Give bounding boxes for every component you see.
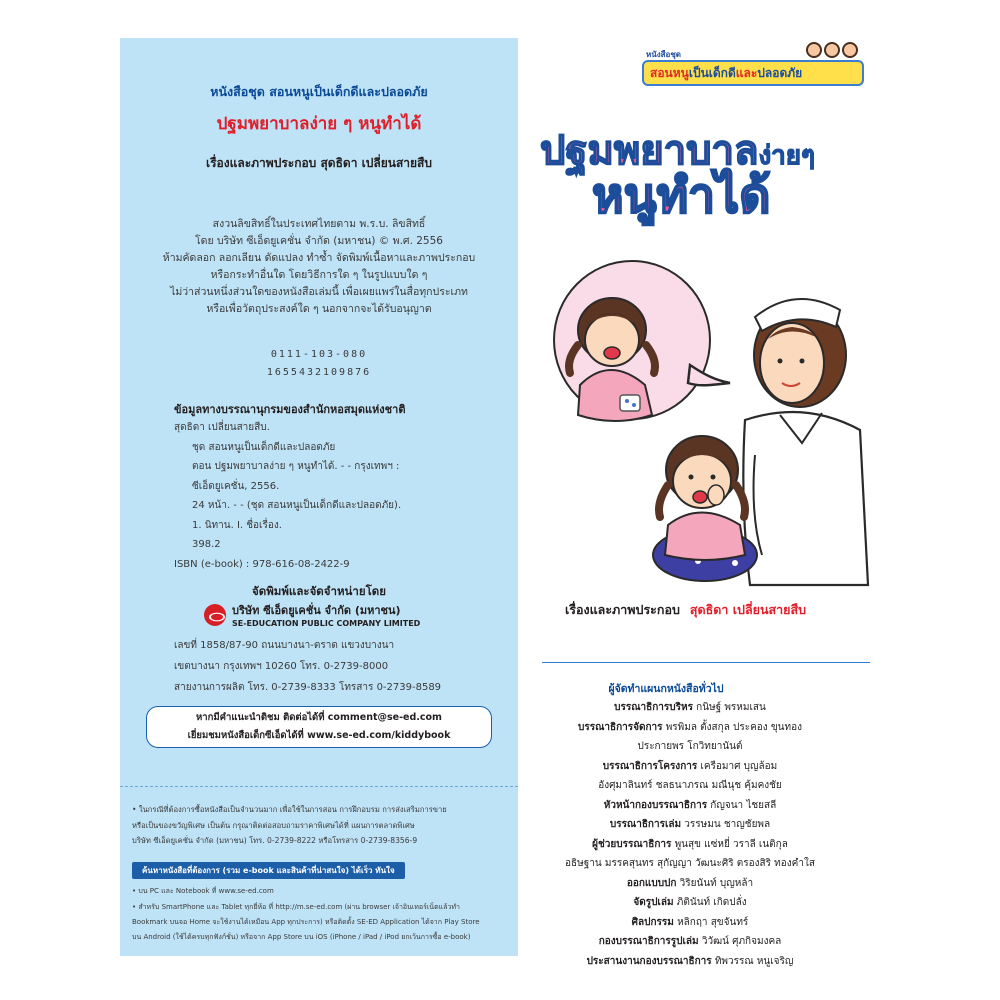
code-number: 1655432109876 xyxy=(266,367,372,378)
bulk-order-note xyxy=(132,802,512,849)
dashed-divider xyxy=(120,786,518,787)
bullet-pc: • บน PC และ Notebook ที่ www.se-ed.com xyxy=(132,887,274,895)
staff-heading: ผู้จัดทำแผนกหนังสือทั่วไป xyxy=(608,683,724,695)
contact-box xyxy=(146,706,492,748)
cip-line: 1. นิทาน. I. ชื่อเรื่อง. xyxy=(192,519,282,531)
nurse-icon xyxy=(743,299,868,585)
cip-line: สุดธิดา เปลี่ยนสายสืบ. xyxy=(174,422,270,433)
series-line: หนังสือชุด สอนหนูเป็นเด็กดีและปลอดภัย xyxy=(210,84,428,99)
cip-line: 398.2 xyxy=(192,539,221,550)
bullet-line: • สำหรับ SmartPhone และ Tablet ทุกยี่ห้อ ที่ http://m.se-ed.com (ผ่าน browser เจ้าอินเทอร์เน็ตแล้วทำ xyxy=(132,903,460,911)
copyright-notice xyxy=(120,216,518,318)
se-ed-logo-icon xyxy=(204,604,226,626)
address-line: เขตบางนา กรุงเทพฯ 10260 โทร. 0-2739-8000 xyxy=(174,661,389,672)
staff-row: ประสานงานกองบรรณาธิการ ทิพวรรณ หนูเจริญ xyxy=(586,955,794,967)
cip-heading: ข้อมูลทางบรรณานุกรมของสำนักหอสมุดแห่งชาติ xyxy=(174,403,406,416)
seated-girl-icon xyxy=(653,436,757,581)
author-line: เรื่องและภาพประกอบ สุดธิดา เปลี่ยนสายสืบ xyxy=(206,156,432,170)
cover-title xyxy=(540,118,860,224)
address-line: สายงานการผลิต โทร. 0-2739-8333 โทรสาร 0-2739-8589 xyxy=(174,682,442,693)
staff-row: ผู้ช่วยบรรณาธิการ พูนสุข แซ่หยี่ วราลี เนติกุล xyxy=(592,838,788,850)
series-logo-label: หนังสือชุด xyxy=(646,50,681,59)
staff-row: บรรณาธิการจัดการ พรพิมล ตั้งสกุล ประคอง ขุนทอง xyxy=(577,721,802,733)
staff-row: กองบรรณาธิการรูปเล่ม วิวัฒน์ ศุภกิจมงคล xyxy=(598,936,782,947)
copyright-line: ห้ามคัดลอก ลอกเลียน ดัดแปลง ทำซ้ำ จัดพิมพ์เนื้อหาและภาพประกอบ xyxy=(162,252,476,264)
copyright-line: หรือกระทำอื่นใด โดยวิธีการใด ๆ ในรูปแบบใด ๆ xyxy=(210,269,428,281)
caption-author: สุดธิดา เปลี่ยนสายสืบ xyxy=(689,602,807,617)
bullet-line: Bookmark บนจอ Home จะใช้งานได้เหมือน App ทุกประการ) หรือติดตั้ง SE-ED Application ได้จาก Play Store xyxy=(132,918,480,926)
staff-row: หัวหน้ากองบรรณาธิการ กัญจนา ไชยสลี xyxy=(603,799,777,811)
cip-line: ตอน ปฐมพยาบาลง่าย ๆ หนูทำได้. - - กรุงเทพฯ : xyxy=(192,461,400,472)
bullet-mobile xyxy=(132,900,516,945)
code-numbers xyxy=(120,346,518,382)
staff-row: อังศุมาลินทร์ ชลธนาภรณ มณีนุช คุ้มคงชัย xyxy=(598,780,782,791)
cip-line: ชุด สอนหนูเป็นเด็กดีและปลอดภัย xyxy=(192,441,336,453)
staff-row: ศิลปกรรม หลิกฤา สุขจันทร์ xyxy=(631,916,749,928)
publisher-logo-row xyxy=(204,601,420,628)
girl-in-bubble-icon xyxy=(569,298,655,421)
note-line: หรือเป็นของขวัญพิเศษ เป็นต้น กรุณาติดต่อสอบถามราคาพิเศษได้ที่ แผนการตลาดพิเศษ xyxy=(132,820,415,830)
copyright-line: สงวนลิขสิทธิ์ในประเทศไทยตาม พ.ร.บ. ลิขสิทธิ์ xyxy=(212,218,426,230)
find-books-bar: ค้นหาหนังสือที่ต้องการ (รวม e-book และสินค้าที่น่าสนใจ) ได้เร็ว ทันใจ xyxy=(132,862,405,879)
cip-block xyxy=(174,418,494,574)
cover-title-line1: ปฐมพยาบาลง่ายๆ xyxy=(540,128,815,174)
copyright-line: โดย บริษัท ซีเอ็ดยูเคชั่น จำกัด (มหาชน) © พ.ศ. 2556 xyxy=(195,235,443,247)
book-title: ปฐมพยาบาลง่าย ๆ หนูทำได้ xyxy=(216,114,422,134)
bubble-tail xyxy=(688,365,730,385)
staff-divider xyxy=(542,662,870,663)
staff-row: จัดรูปเล่ม ภิตินันท์ เกิดปลั่ง xyxy=(633,897,747,908)
cover-caption xyxy=(565,600,806,620)
copyright-line: หรือเพื่อวัตถุประสงค์ใด ๆ นอกจากจะได้รับอนุญาต xyxy=(206,303,432,315)
copyright-line: ไม่ว่าส่วนหนึ่งส่วนใดของหนังสือเล่มนี้ เพื่อเผยแพร่ในสื่อทุกประเภท xyxy=(170,286,468,298)
note-line: • ในกรณีที่ต้องการซื้อหนังสือเป็นจำนวนมาก เพื่อใช้ในการสอน การฝึกอบรม การส่งเสริมการขาย xyxy=(132,805,447,814)
company-name-en: SE-EDUCATION PUBLIC COMPANY LIMITED xyxy=(232,619,421,628)
publisher-heading: จัดพิมพ์และจัดจำหน่ายโดย xyxy=(251,584,386,598)
cover-illustration xyxy=(540,255,870,595)
series-logo-text: สอนหนูเป็นเด็กดีและปลอดภัย xyxy=(650,65,803,80)
company-name-th: บริษัท ซีเอ็ดยูเคชั่น จำกัด (มหาชน) xyxy=(232,604,401,617)
copyright-page-panel xyxy=(120,38,518,956)
cip-line: ซีเอ็ดยูเคชั่น, 2556. xyxy=(192,480,280,492)
isbn: ISBN (e-book) : 978-616-08-2422-9 xyxy=(174,558,350,570)
caption-label: เรื่องและภาพประกอบ xyxy=(565,602,680,617)
publisher-address xyxy=(174,635,441,698)
bullet-line: บน Android (ใช้ได้ครบทุกฟังก์ชั่น) หรือจาก App Store บน iOS (iPhone / iPad / iPod ยกเว้นการซื้อ e-book) xyxy=(132,933,471,941)
staff-row: บรรณาธิการโครงการ เครือมาศ บุญล้อม xyxy=(602,760,778,772)
staff-row: ประกายพร โกวิทยานันต์ xyxy=(637,741,743,752)
kids-icon xyxy=(804,42,858,58)
address-line: เลขที่ 1858/87-90 ถนนบางนา-ตราด แขวงบางนา xyxy=(174,640,395,651)
staff-row: บรรณาธิการเล่ม วรรษมน ชาญชัยพล xyxy=(609,819,771,830)
contact-email-line[interactable]: หากมีคำแนะนำติชม ติดต่อได้ที่ comment@se-ed.com xyxy=(196,712,442,723)
code-number: 0111-103-080 xyxy=(270,349,368,360)
staff-row: บรรณาธิการบริหร กนิษฐ์ พรหมเสน xyxy=(614,702,766,713)
series-logo xyxy=(642,50,864,86)
contact-web-line[interactable]: เยี่ยมชมหนังสือเด็กซีเอ็ดได้ที่ www.se-ed.com/kiddybook xyxy=(187,730,451,741)
note-line: บริษัท ซีเอ็ดยูเคชั่น จำกัด (มหาชน) โทร. 0-2739-8222 หรือโทรสาร 0-2739-8356-9 xyxy=(132,836,418,845)
cip-line: 24 หน้า. - - (ชุด สอนหนูเป็นเด็กดีและปลอดภัย). xyxy=(192,500,402,511)
cover-title-line2: หนูทำได้ xyxy=(592,168,771,224)
staff-row: ออกแบบปก วิริยนันท์ บุญหล้า xyxy=(626,877,754,889)
staff-row: อธิษฐาน มรรคสุนทร สุกัญญา วัฒนะศิริ ตรองสิริ ทองคำใส xyxy=(565,858,815,869)
staff-list xyxy=(560,698,820,971)
